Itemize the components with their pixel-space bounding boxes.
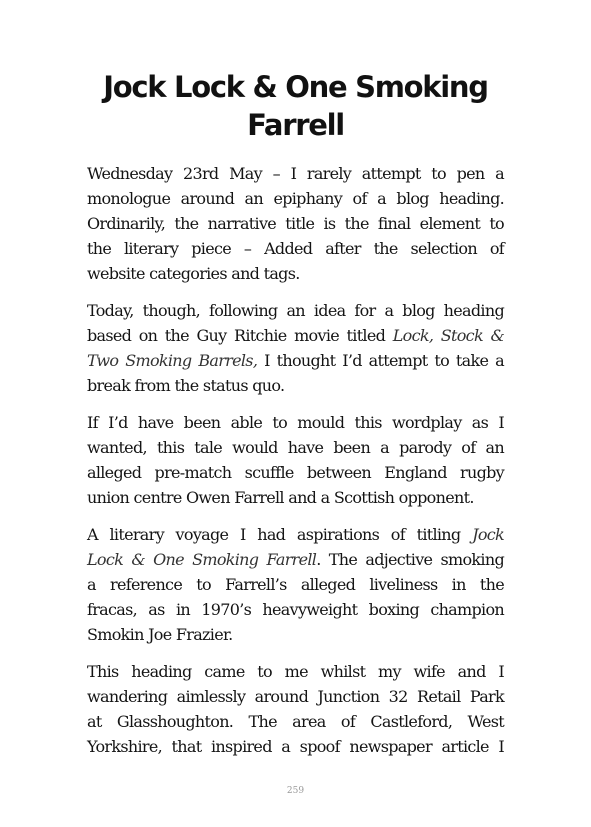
text-line: union centre Owen Farrell and a Scottish opponent. bbox=[87, 488, 474, 507]
text-run: based on the Guy Ritchie movie titled bbox=[87, 326, 386, 345]
page-number: 259 bbox=[286, 786, 305, 796]
text-line: alleged pre-match scuffle between England rugby bbox=[87, 463, 504, 482]
text-line: fracas, as in 1970’s heavyweight boxing champion bbox=[87, 600, 504, 619]
paragraph bbox=[87, 161, 504, 286]
text-line: at Glasshoughton. The area of Castleford, West bbox=[87, 712, 504, 731]
text-line: If I’d have been able to mould this wordplay as I bbox=[87, 413, 504, 432]
title-line: Farrell bbox=[247, 108, 344, 142]
text-line: Smokin Joe Frazier. bbox=[87, 625, 233, 644]
blog-title: Jock bbox=[472, 525, 505, 544]
text-line bbox=[87, 522, 504, 547]
text-line: break from the status quo. bbox=[87, 376, 285, 395]
text-line: wandering aimlessly around Junction 32 Retail Park bbox=[87, 687, 504, 706]
blog-title: Lock & One Smoking Farrell bbox=[87, 550, 317, 569]
text-line: website categories and tags. bbox=[87, 264, 300, 283]
paragraph bbox=[87, 298, 504, 398]
text-line: Wednesday 23rd May – I rarely attempt to pen a bbox=[87, 164, 504, 183]
title-line: Jock Lock & One Smoking bbox=[103, 70, 488, 104]
text-line bbox=[87, 348, 504, 373]
movie-title: Two Smoking Barrels, bbox=[87, 351, 258, 370]
text-line: Today, though, following an idea for a blog heading bbox=[87, 301, 504, 320]
text-run: . The adjective smoking bbox=[316, 550, 504, 569]
text-run: I thought I’d attempt to take a bbox=[257, 351, 504, 370]
text-line: Yorkshire, that inspired a spoof newspaper article I bbox=[87, 737, 504, 756]
article-body bbox=[87, 161, 504, 771]
paragraph bbox=[87, 410, 504, 510]
text-line bbox=[87, 547, 504, 572]
text-line: a reference to Farrell’s alleged liveliness in the bbox=[87, 575, 504, 594]
paragraph bbox=[87, 659, 504, 759]
paragraph bbox=[87, 522, 504, 647]
movie-title: Lock, Stock & bbox=[392, 326, 505, 345]
text-line: Ordinarily, the narrative title is the final element to bbox=[87, 214, 504, 233]
text-line: This heading came to me whilst my wife and I bbox=[87, 662, 504, 681]
text-line bbox=[87, 323, 504, 348]
text-line: monologue around an epiphany of a blog heading. bbox=[87, 189, 504, 208]
text-line: wanted, this tale would have been a parody of an bbox=[87, 438, 504, 457]
text-line: the literary piece – Added after the selection of bbox=[87, 239, 504, 258]
text-run: A literary voyage I had aspirations of titling bbox=[87, 525, 461, 544]
page-title bbox=[60, 68, 531, 144]
